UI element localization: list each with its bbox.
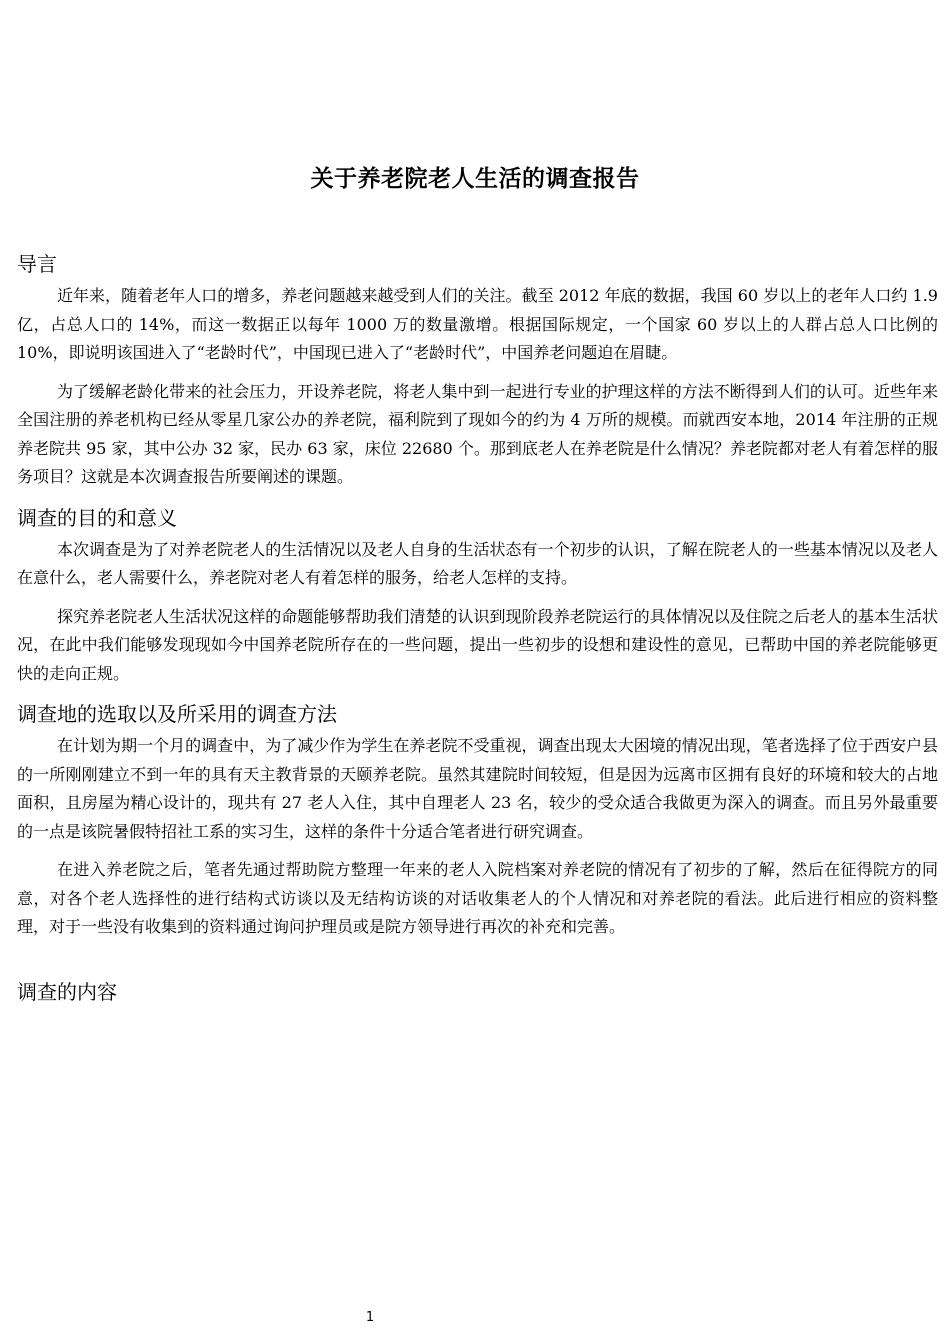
page-number: 1 xyxy=(365,1310,375,1325)
document-body xyxy=(17,248,938,1010)
paragraph: 为了缓解老龄化带来的社会压力，开设养老院，将老人集中到一起进行专业的护理这样的方法不断得到人们的认可。近些年来全国注册的养老机构已经从零星几家公办的养老院，福利院到了现如今的约为 4 万所的规模。而就西安本地，2014 年注册的正规养老院共 95 家，其中公办 32 家，民办 63 家，床位 22680 个。那到底老人在养老院是什么情况？养老院都对老人有着怎样的服务项目？这就是本次调查报告所要阐述的课题。 xyxy=(17,381,938,486)
paragraph: 本次调查是为了对养老院老人的生活情况以及老人自身的生活状态有一个初步的认识，了解在院老人的一些基本情况以及老人在意什么，老人需要什么，养老院对老人有着怎样的服务，给老人怎样的支持。 xyxy=(17,539,938,587)
section-heading-methods: 调查地的选取以及所采用的调查方法 xyxy=(17,702,337,726)
section-heading-content: 调查的内容 xyxy=(17,979,117,1004)
document-title: 关于养老院老人生活的调查报告 xyxy=(310,166,640,192)
paragraph: 在进入养老院之后，笔者先通过帮助院方整理一年来的老人入院档案对养老院的情况有了初步的了解，然后在征得院方的同意，对各个老人选择性的进行结构式访谈以及无结构访谈的对话收集老人的个人情况和对养老院的看法。此后进行相应的资料整理，对于一些没有收集到的资料通过询问护理员或是院方领导进行再次的补充和完善。 xyxy=(17,860,938,936)
section-heading-introduction: 导言 xyxy=(17,252,57,276)
paragraph: 探究养老院老人生活状况这样的命题能够帮助我们清楚的认识到现阶段养老院运行的具体情况以及住院之后老人的基本生活状况，在此中我们能够发现现如今中国养老院所存在的一些问题，提出一些初步的设想和建设性的意见，已帮助中国的养老院能够更快的走向正规。 xyxy=(17,606,938,683)
paragraph: 在计划为期一个月的调查中，为了减少作为学生在养老院不受重视，调查出现太大困境的情况出现，笔者选择了位于西安户县的一所刚刚建立不到一年的具有天主教背景的天颐养老院。虽然其建院时间较短，但是因为远离市区拥有良好的环境和较大的占地面积，且房屋为精心设计的，现共有 27 老人入住，其中自理老人 23 名，较少的受众适合我做更为深入的调查。而且另外最重要的一点是该院暑假特招社工系的实习生，这样的条件十分适合笔者进行研究调查。 xyxy=(17,736,938,841)
section-heading-purpose: 调查的目的和意义 xyxy=(17,505,177,530)
paragraph: 近年来，随着老年人口的增多，养老问题越来越受到人们的关注。截至 2012 年底的数据，我国 60 岁以上的老年人口约 1.9 亿，占总人口的 14%，而这一数据正以每年 1000 万的数量激增。根据国际规定，一个国家 60 岁以上的人群占总人口比例的 10%，即说明该国进入了“老龄时代”，中国现已进入了“老龄时代”，中国养老问题迫在眉睫。 xyxy=(17,286,938,362)
